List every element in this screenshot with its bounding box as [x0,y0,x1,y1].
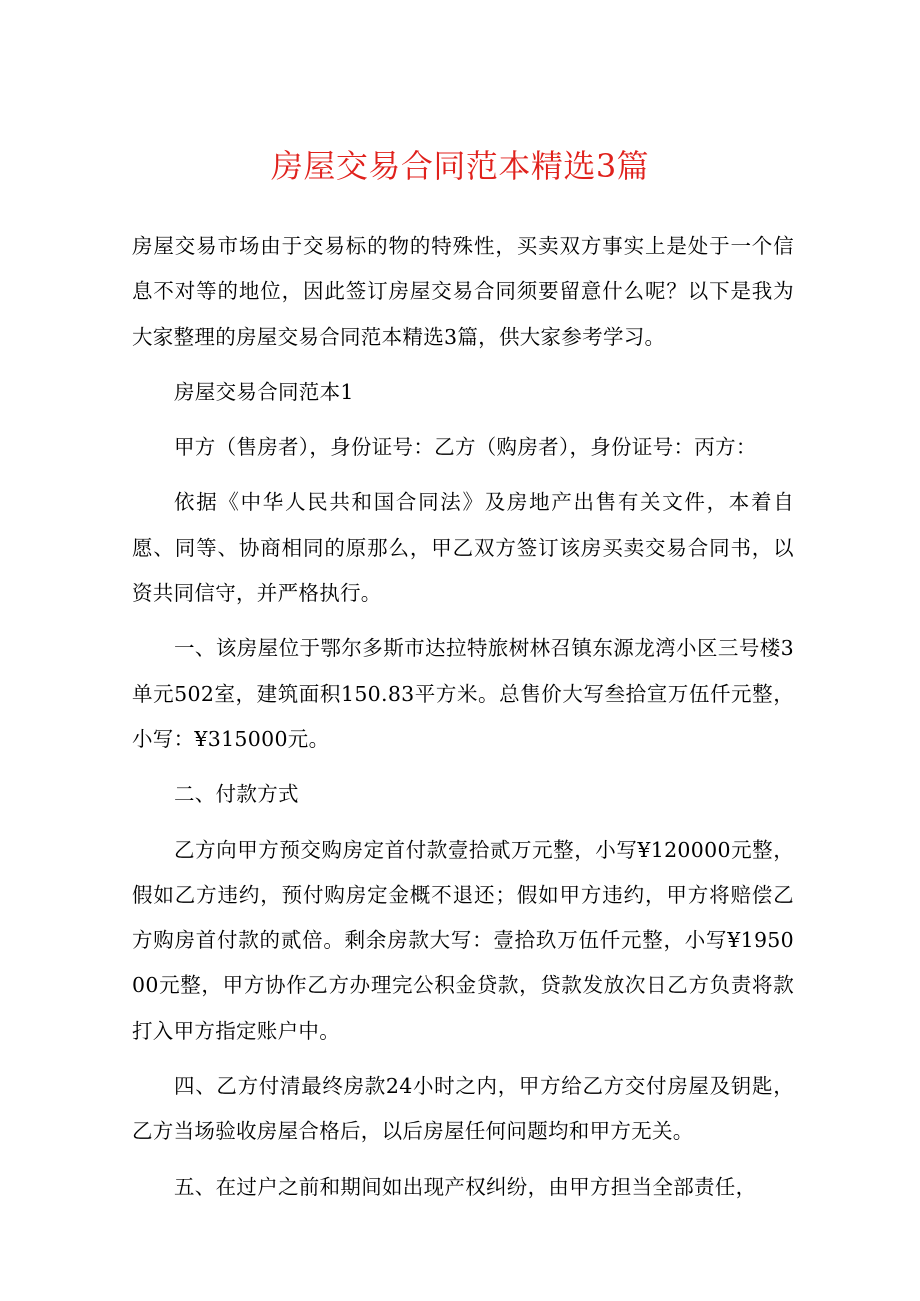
clause-2-heading: 二、付款方式 [174,782,299,807]
parties-paragraph: 甲方（售房者），身份证号：乙方（购房者），身份证号：丙方： [174,435,757,460]
clause-4-paragraph: 四、乙方付清最终房款24小时之内，甲方给乙方交付房屋及钥匙，乙方当场验收房屋合格后，以后房屋任何问题均和甲方无关。 [132,1074,794,1144]
section-heading-contract-1: 房屋交易合同范本1 [174,379,354,404]
document-body [132,224,794,1220]
document-title: 房屋交易合同范本精选3篇 [270,147,650,185]
clause-1-paragraph: 一、该房屋位于鄂尔多斯市达拉特旅树林召镇东源龙湾小区三号楼3单元502室，建筑面积150.83平方米。总售价大写叁拾宣万伍仟元整，小写：¥315000元。 [132,636,794,751]
clause-5-paragraph: 五、在过户之前和期间如出现产权纠纷，由甲方担当全部责任， [174,1174,757,1199]
basis-paragraph: 依据《中华人民共和国合同法》及房地产出售有关文件，本着自愿、同等、协商相同的原那么，甲乙双方签订该房买卖交易合同书，以资共同信守，并严格执行。 [132,490,794,606]
payment-paragraph: 乙方向甲方预交购房定首付款壹拾贰万元整，小写¥120000元整，假如乙方违约，预付购房定金概不退还；假如甲方违约，甲方将赔偿乙方购房首付款的贰倍。剩余房款大写：壹拾玖万伍仟元整，小写¥195000元整，甲方协作乙方办理完公积金贷款，贷款发放次日乙方负责将款打入甲方指定账户中。 [132,837,794,1043]
intro-paragraph: 房屋交易市场由于交易标的物的特殊性，买卖双方事实上是处于一个信息不对等的地位，因此签订房屋交易合同须要留意什么呢？以下是我为大家整理的房屋交易合同范本精选3篇，供大家参考学习。 [132,234,794,349]
